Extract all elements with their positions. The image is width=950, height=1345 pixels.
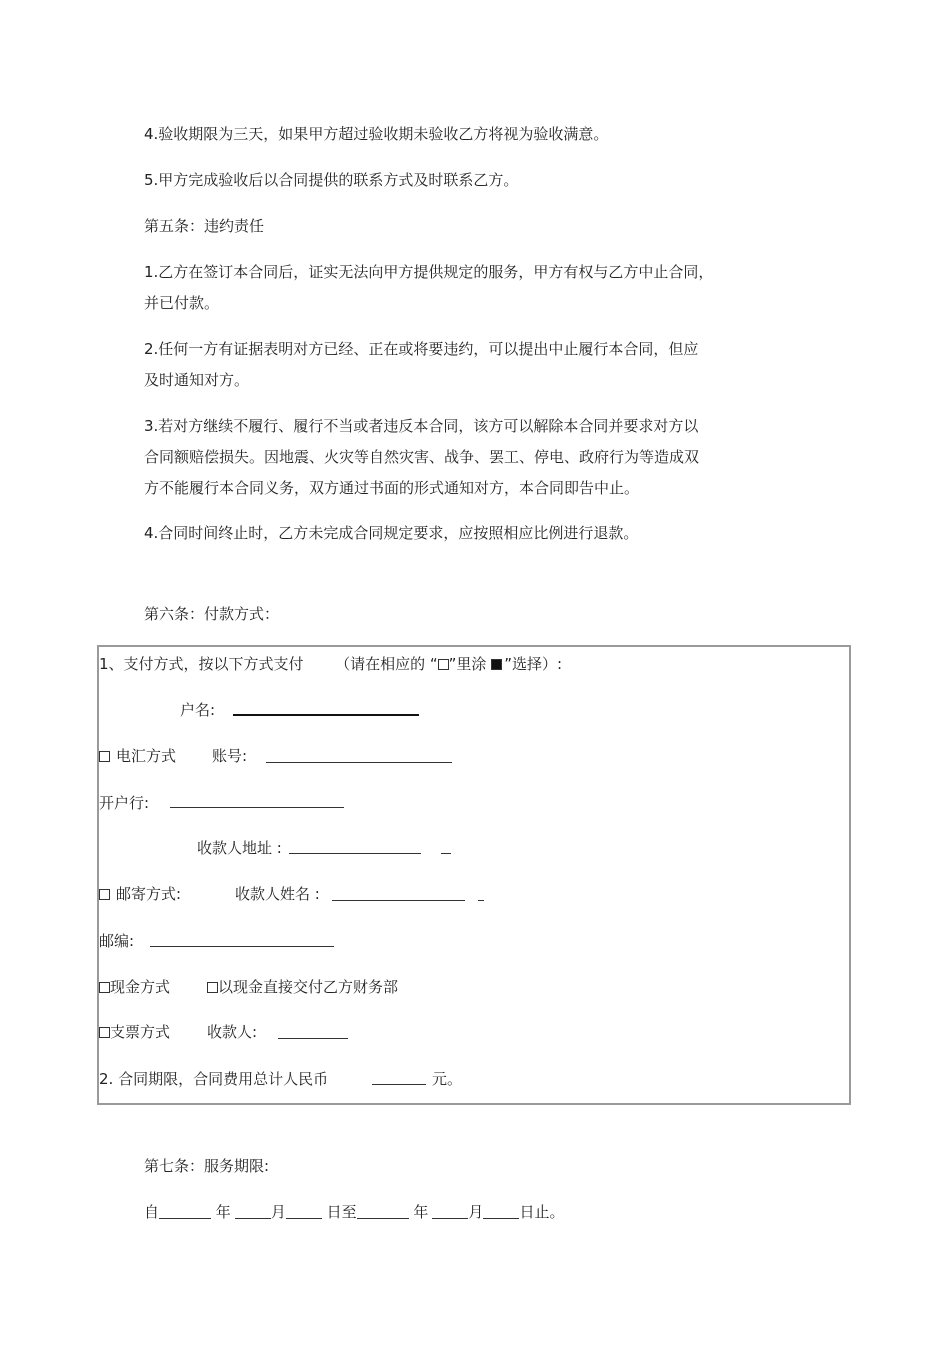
filled-checkbox-icon	[491, 659, 502, 670]
payment-intro-instruction: （请在相应的 “	[335, 655, 438, 673]
account-name-blank[interactable]	[233, 714, 419, 716]
period-from: 自	[144, 1203, 160, 1221]
payee-label: 收款人:	[207, 1023, 258, 1041]
clause6-title: 第六条：付款方式：	[144, 605, 280, 623]
check-checkbox[interactable]	[99, 1027, 110, 1038]
bank-blank[interactable]	[170, 807, 344, 808]
clause5-item2-line1: 2.任何一方有证据表明对方已经、正在或将要违约，可以提出中止履行本合同，但应	[144, 340, 699, 358]
period-year2: 年	[413, 1203, 429, 1221]
mail-checkbox[interactable]	[99, 889, 110, 900]
contract-total-text: 2. 合同期限，合同费用总计人民币	[99, 1070, 329, 1088]
wire-transfer-checkbox[interactable]	[99, 751, 110, 762]
start-day-blank[interactable]	[286, 1204, 322, 1219]
payee-address-label: 收款人地址 :	[197, 839, 282, 857]
period-day2-end: 日止。	[519, 1203, 565, 1221]
period-year1: 年	[215, 1203, 231, 1221]
contract-total-unit: 元。	[432, 1070, 463, 1088]
check-label: 支票方式	[110, 1023, 171, 1041]
end-year-blank[interactable]	[357, 1204, 409, 1219]
end-month-blank[interactable]	[432, 1204, 468, 1219]
clause5-title: 第五条：违约责任	[144, 217, 265, 235]
period-day1-to: 日至	[326, 1203, 357, 1221]
clause7-title: 第七条：服务期限:	[144, 1157, 270, 1175]
period-month1: 月	[270, 1203, 286, 1221]
postcode-label: 邮编:	[99, 932, 135, 950]
account-number-label: 账号:	[212, 747, 248, 765]
clause5-item1-line1: 1.乙方在签订本合同后，证实无法向甲方提供规定的服务，甲方有权与乙方中止合同，	[144, 263, 714, 281]
payee-address-blank-tail	[441, 853, 451, 854]
bank-label: 开户行:	[99, 794, 150, 812]
cash-label: 现金方式	[110, 978, 171, 996]
clause5-item1-line2: 并已付款。	[144, 294, 220, 312]
payment-intro-text: 1、支付方式，按以下方式支付	[99, 655, 304, 673]
acceptance-period-text: 4.验收期限为三天，如果甲方超过验收期未验收乙方将视为验收满意。	[144, 125, 609, 143]
cash-desc-row	[207, 977, 398, 997]
mail-row	[99, 884, 181, 904]
wire-transfer-row	[99, 746, 176, 766]
mail-label: 邮寄方式:	[116, 885, 182, 903]
cash-desc: 以现金直接交付乙方财务部	[218, 978, 399, 996]
payee-name-blank[interactable]	[332, 900, 465, 901]
cash-direct-checkbox[interactable]	[207, 982, 218, 993]
payee-name-blank-tail	[478, 900, 484, 901]
account-name-label: 户名:	[180, 701, 216, 719]
check-row	[99, 1022, 170, 1042]
contract-total-blank[interactable]	[372, 1084, 426, 1085]
wire-transfer-label: 电汇方式	[116, 747, 177, 765]
end-day-blank[interactable]	[483, 1204, 519, 1219]
clause5-item3-line1: 3.若对方继续不履行、履行不当或者违反本合同，该方可以解除本合同并要求对方以	[144, 417, 699, 435]
payee-address-blank[interactable]	[289, 853, 421, 854]
payee-name-label: 收款人姓名 :	[235, 885, 320, 903]
account-number-blank[interactable]	[266, 762, 452, 763]
cash-row	[99, 977, 170, 997]
clause5-item4: 4.合同时间终止时，乙方未完成合同规定要求，应按照相应比例进行退款。	[144, 524, 639, 542]
period-month2: 月	[468, 1203, 484, 1221]
payment-intro-select: ”选择）:	[504, 655, 563, 673]
payment-intro-fill: ”里涂	[448, 655, 487, 673]
clause5-item2-line2: 及时通知对方。	[144, 371, 250, 389]
clause5-item3-line3: 方不能履行本合同义务，双方通过书面的形式通知对方，本合同即告中止。	[144, 479, 640, 497]
start-month-blank[interactable]	[235, 1204, 271, 1219]
clause5-item3-line2: 合同额赔偿损失。因地震、火灾等自然灾害、战争、罢工、停电、政府行为等造成双	[144, 448, 700, 466]
postcode-blank[interactable]	[150, 946, 334, 947]
cash-checkbox[interactable]	[99, 982, 110, 993]
service-period-row	[144, 1202, 564, 1222]
contact-after-acceptance-text: 5.甲方完成验收后以合同提供的联系方式及时联系乙方。	[144, 171, 519, 189]
start-year-blank[interactable]	[159, 1204, 211, 1219]
payee-blank[interactable]	[278, 1038, 348, 1039]
payment-intro	[99, 654, 562, 674]
empty-checkbox-icon	[438, 659, 449, 670]
